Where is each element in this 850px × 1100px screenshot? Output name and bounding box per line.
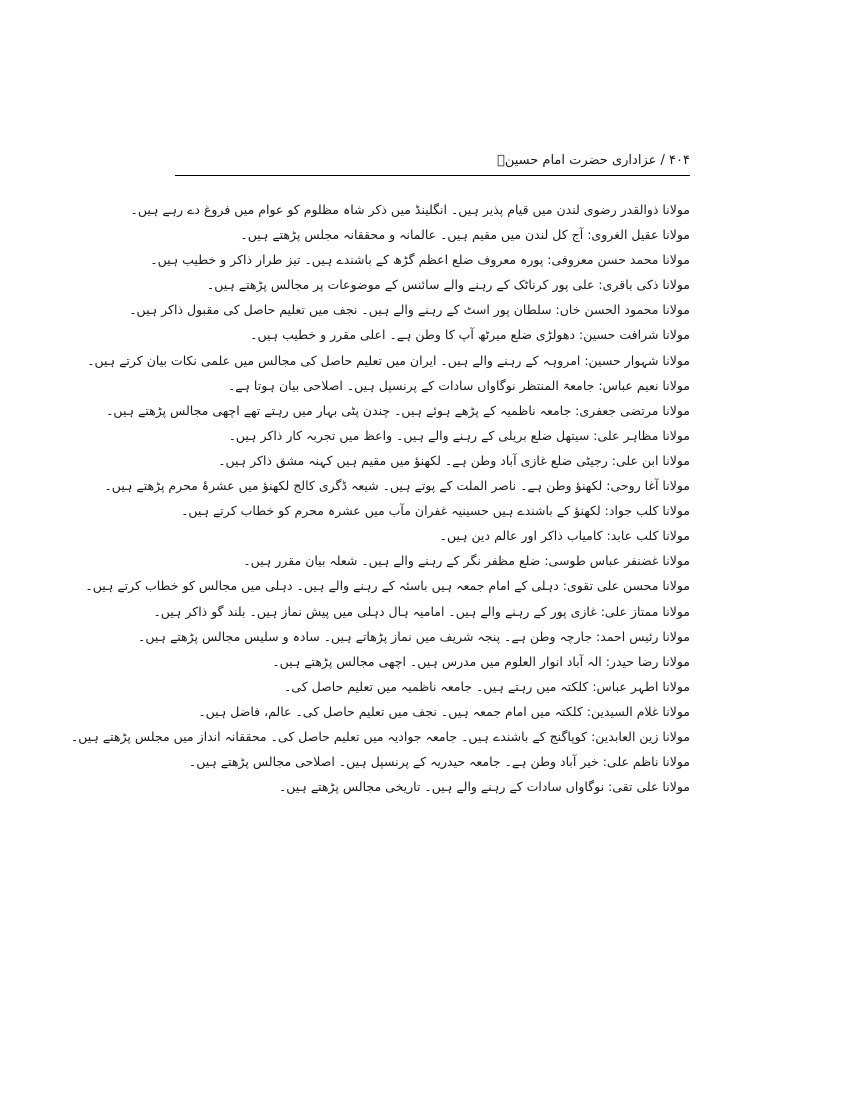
text-line: مولانا محسن علی تقوی: دہلی کے امام جمعہ ہیں باسئہ کے رہنے والے ہیں۔ دہلی میں مجالس کو خطاب کرتے ہیں۔ xyxy=(85,578,690,594)
body-text xyxy=(70,197,690,799)
text-line: مولانا رضا حیدر: الہ آباد انوار العلوم میں مدرس ہیں۔ اچھی مجالس پڑھتے ہیں۔ xyxy=(272,653,690,669)
text-line: مولانا غضنفر عباس طوسی: ضلع مظفر نگر کے رہنے والے ہیں۔ شعلہ بیان مقرر ہیں۔ xyxy=(243,553,690,569)
text-line: مولانا عقیل الغروی: آج کل لندن میں مقیم ہیں۔ عالمانہ و محققانہ مجلس پڑھتے ہیں۔ xyxy=(240,227,690,243)
text-line: مولانا کلب عابد: کامیاب ذاکر اور عالم دین ہیں۔ xyxy=(439,528,690,544)
header-separator: / xyxy=(660,153,665,168)
text-line: مولانا غلام السیدین: کلکتہ میں امام جمعہ ہیں۔ نجف میں تعلیم حاصل کی۔ عالم، فاضل ہیں۔ xyxy=(198,703,690,719)
text-line: مولانا علی تقی: نوگاواں سادات کے رہنے والے ہیں۔ تاریخی مجالس پڑھتے ہیں۔ xyxy=(278,779,690,795)
running-header xyxy=(175,150,690,178)
text-line: مولانا ذوالقدر رضوی لندن میں قیام پذیر ہیں۔ انگلینڈ میں ذکر شاہ مظلوم کو عوام میں فروغ دے رہے ہیں۔ xyxy=(130,202,690,217)
text-line: مولانا محمود الحسن خاں: سلطان پور اسٹ کے رہنے والے ہیں۔ نجف میں تعلیم حاصل کی مقبول ذاکر ہیں۔ xyxy=(129,302,690,318)
text-line: مولانا ممتاز علی: غازی پور کے رہنے والے ہیں۔ امامیہ ہال دہلی میں پیش نماز ہیں۔ بلند گو ذاکر ہیں۔ xyxy=(153,603,690,619)
text-line: مولانا مظاہر علی: سیتھل ضلع بریلی کے رہنے والے ہیں۔ واعظ میں تجربہ کار ذاکر ہیں۔ xyxy=(228,427,690,443)
header-rule xyxy=(175,175,690,176)
text-line: مولانا مرتضی جعفری: جامعہ ناظمیہ کے پڑھے ہوئے ہیں۔ چندن پٹی بہار میں رہتے تھے اچھی مجالس پڑھتے ہیں۔ xyxy=(106,402,690,418)
text-line: مولانا آغا روحی: لکھنؤ وطن ہے۔ ناصر الملت کے پوتے ہیں۔ شیعہ ڈگری کالج لکھنؤ میں عشرۂ محرم پڑھتے ہیں۔ xyxy=(104,478,690,494)
text-line: مولانا محمد حسن معروفی: پورہ معروف ضلع اعظم گڑھ کے باشندے ہیں۔ تیز طرار ذاکر و خطیب ہیں۔ xyxy=(150,252,690,268)
text-line: مولانا نعیم عباس: جامعۃ المنتظر نوگاواں سادات کے پرنسپل ہیں۔ اصلاحی بیان ہوتا ہے۔ xyxy=(227,377,690,393)
text-line: مولانا ابن علی: رجیٹی ضلع غازی آباد وطن ہے۔ لکھنؤ میں مقیم ہیں کہنہ مشق ذاکر ہیں۔ xyxy=(218,452,690,468)
text-line: مولانا ناظم علی: خیر آباد وطن ہے۔ جامعہ حیدریہ کے پرنسپل ہیں۔ اصلاحی مجالس پڑھتے ہیں۔ xyxy=(188,754,690,770)
text-line: مولانا اطہر عباس: کلکتہ میں رہتے ہیں۔ جامعہ ناظمیہ میں تعلیم حاصل کی۔ xyxy=(283,678,690,694)
text-line: مولانا رئیس احمد: جارچہ وطن ہے۔ پنجہ شریف میں نماز پڑھاتے ہیں۔ سادہ و سلیس مجالس پڑھتے ہیں۔ xyxy=(138,628,690,644)
header-title: عزاداری حضرت امام حسینؑ xyxy=(497,153,657,168)
text-line: مولانا زین العابدین: کوپاگنج کے باشندے ہیں۔ جامعہ جوادیہ میں تعلیم حاصل کی۔ محققانہ انداز میں مجلس پڑھتے ہیں۔ xyxy=(70,728,690,744)
text-line: مولانا شہوار حسین: امروہہ کے رہنے والے ہیں۔ ایران میں تعلیم حاصل کی مجالس میں علمی نکات بیان کرتے ہیں۔ xyxy=(87,352,690,368)
text-line: مولانا ذکی باقری: علی پور کرناٹک کے رہنے والے سائنس کے موضوعات پر مجالس پڑھتے ہیں۔ xyxy=(206,277,690,293)
text-line: مولانا شرافت حسین: دھولڑی ضلع میرٹھ آپ کا وطن ہے۔ اعلی مقرر و خطیب ہیں۔ xyxy=(250,327,690,343)
text-line: مولانا کلب جواد: لکھنؤ کے باشندے ہیں حسینیہ غفران مآب میں عشرہ محرم کو خطاب کرتے ہیں۔ xyxy=(181,503,690,519)
page-number: ۴۰۴ xyxy=(669,153,690,168)
